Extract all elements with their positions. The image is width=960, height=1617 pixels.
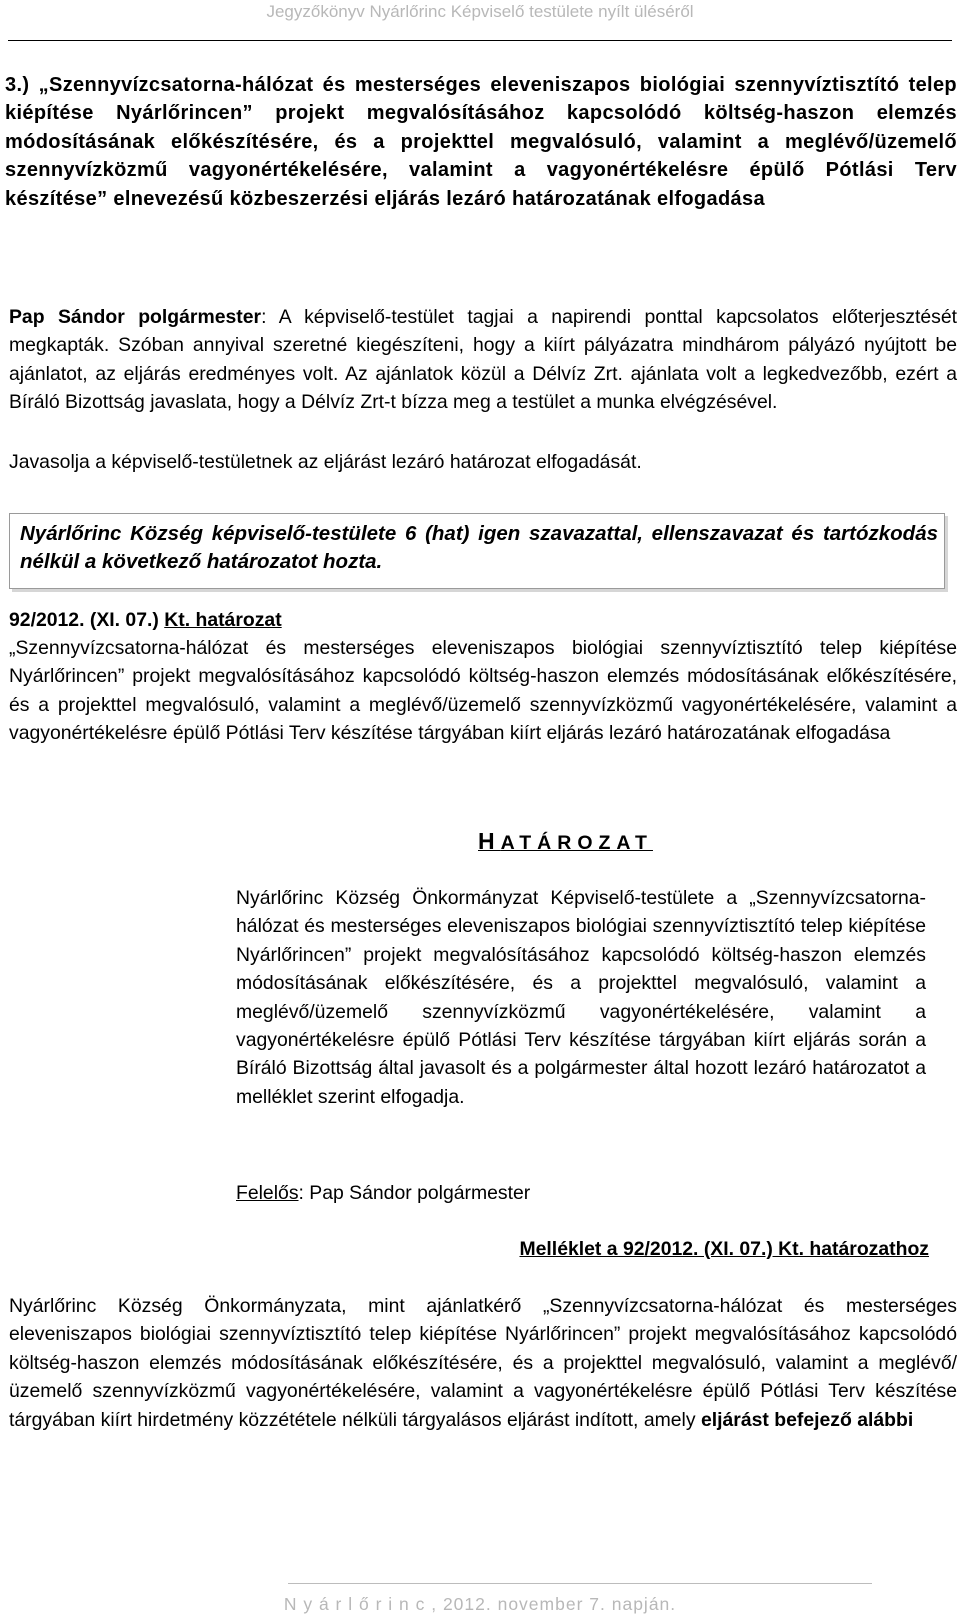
resolution-number-label: Kt. határozat xyxy=(164,609,282,631)
proposal-text: Javasolja a képviselő-testületnek az eljárást lezáró határozat elfogadását. xyxy=(9,451,642,473)
header-divider xyxy=(8,40,952,41)
statement-text: : A képviselő-testület tagjai a napirendi ponttal kapcsolatos előterjesztését megkapták. Szóban annyival szeretné kiegészíteni, hogy a kiírt pályázatra mindhárom pályázó nyújtott be ajánlatot, az eljárás eredményes volt. Az ajánlatok közül a Délvíz Zrt. ajánlata volt a legkedvezőbb, ezért a Bíráló Bizottság javaslata, hogy a Délvíz Zrt-t bízza meg a testület a munka elvégzésével. xyxy=(9,306,958,414)
agenda-item-title: 3.) „Szennyvízcsatorna-hálózat és mesterséges eleveniszapos biológiai szennyvíztisztító telep kiépítése Nyárlőrincen” projekt megvalósításához kapcsolódó költség-haszon elemzés módosításának előkészítésére, és a projekttel megvalósuló, valamint a meglévő/üzemelő szennyvízközmű vagyonértékelésére, valamint a vagyonértékelésre épülő Pótlási Terv készítése” elnevezésű közbeszerzési eljárás lezáró határozatának elfogadása xyxy=(5,74,957,210)
annex-body: Nyárlőrinc Község Önkormányzata, mint ajánlatkérő „Szennyvízcsatorna-hálózat és mesterséges eleveniszapos biológiai szennyvíztisztító telep kiépítése Nyárlőrincen” projekt megvalósításához kapcsolódó költség-haszon elemzés módosításának előkészítésére, és a projekttel megvalósuló, valamint a meglévő/üzemelő szennyvízközmű vagyonértékelésére, valamint a vagyonértékelésre épülő Pótlási Terv készítése tárgyában kiírt hirdetmény közzététele nélküli tárgyalásos eljárást indított, amely xyxy=(9,1295,957,1431)
responsible-label: Felelős xyxy=(236,1182,299,1204)
annex-bold-phrase: eljárást befejező alábbi xyxy=(700,1408,914,1431)
annex-title: Melléklet a 92/2012. (XI. 07.) Kt. határozathoz xyxy=(519,1238,929,1260)
annex-text xyxy=(9,1292,957,1434)
mayor-statement xyxy=(9,303,957,417)
resolution-number xyxy=(9,606,957,634)
resolution-title: „Szennyvízcsatorna-hálózat és mesterséges eleveniszapos biológiai szennyvíztisztító telep kiépítése Nyárlőrincen” projekt megvalósításához kapcsolódó költség-haszon elemzés módosításának előkészítésére, és a projekttel megvalósuló, valamint a meglévő/üzemelő szennyvízközmű vagyonértékelésére, valamint a vagyonértékelésre épülő Pótlási Terv készítése tárgyában kiírt eljárás lezáró határozatának elfogadása xyxy=(9,637,957,745)
speaker-name: Pap Sándor polgármester xyxy=(9,306,262,328)
page-header: Jegyzőkönyv Nyárlőrinc Képviselő testülete nyílt üléséről xyxy=(266,2,694,21)
responsible-value: : Pap Sándor polgármester xyxy=(298,1182,531,1204)
responsible-person xyxy=(236,1179,926,1207)
resolution-number-prefix: 92/2012. (XI. 07.) xyxy=(9,609,165,631)
footer-divider xyxy=(288,1583,872,1584)
vote-result-text: Nyárlőrinc Község képviselő-testülete 6 (hat) igen szavazattal, ellenszavazat és tartózkodás nélkül a következő határozatot hozta. xyxy=(20,522,938,573)
resolution-heading-rest: ATÁROZAT xyxy=(500,832,653,854)
page-footer: N y á r l ő r i n c , 2012. november 7. napján. xyxy=(283,1594,677,1614)
resolution-heading-initial: H xyxy=(478,828,501,854)
resolution-heading xyxy=(478,828,653,855)
vote-result-box xyxy=(9,513,945,589)
resolution-decision: Nyárlőrinc Község Önkormányzat Képviselő-testülete a „Szennyvízcsatorna-hálózat és mesterséges eleveniszapos biológiai szennyvíztisztító telep kiépítése Nyárlőrincen” projekt megvalósításához kapcsolódó költség-haszon elemzés módosításának előkészítésére, és a projekttel megvalósuló, valamint a meglévő/üzemelő szennyvízközmű vagyonértékelésére, valamint a vagyonértékelésre épülő Pótlási Terv készítése tárgyában kiírt eljárás során a Bíráló Bizottság által javasolt és a polgármester által hozott lezáró határozatot a melléklet szerint elfogadja. xyxy=(236,887,926,1108)
